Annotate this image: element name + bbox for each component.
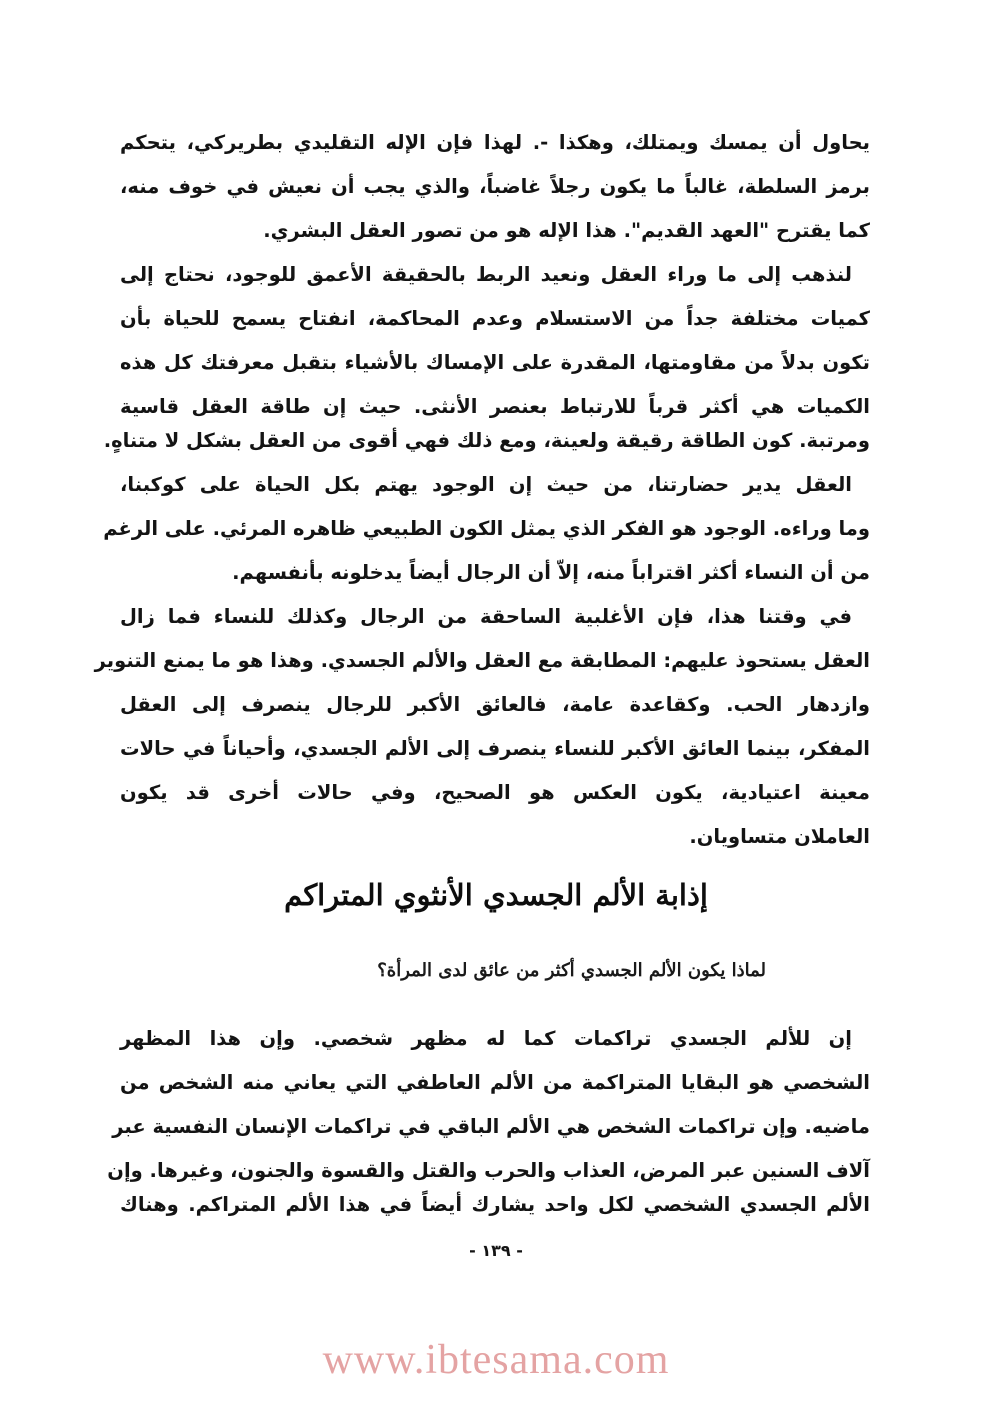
paragraph-line: الكميات هي أكثر قرباً للارتباط بعنصر الأنثى. حيث إن طاقة العقل قاسية [120,395,870,418]
paragraph-line: ومرتبة. كون الطاقة رقيقة ولعينة، ومع ذلك فهي أقوى من العقل بشكل لا متناهٍ. [103,429,870,452]
paragraph-line: وازدهار الحب. وكقاعدة عامة، فالعائق الأكبر للرجال ينصرف إلى العقل [120,693,870,716]
paragraph-line: كما يقترح "العهد القديم". هذا الإله هو من تصور العقل البشري. [263,219,870,242]
paragraph-line: الشخصي هو البقايا المتراكمة من الألم العاطفي التي يعاني منه الشخص من [120,1071,870,1094]
paragraph-line: المفكر، بينما العائق الأكبر للنساء ينصرف إلى الألم الجسدي، وأحياناً في حالات [120,737,870,760]
paragraph-line: إن للألم الجسدي تراكمات كما له مظهر شخصي. وإن هذا المظهر [120,1027,852,1050]
paragraph-line: الألم الجسدي الشخصي لكل واحد يشارك أيضاً في هذا الألم المتراكم. وهناك [120,1193,870,1216]
section-heading: إذابة الألم الجسدي الأنثوي المتراكم [284,878,708,912]
paragraph-line: العاملان متساويان. [689,825,870,848]
paragraph-line: برمز السلطة، غالباً ما يكون رجلاً غاضباً، والذي يجب أن نعيش في خوف منه، [120,175,870,198]
paragraph-line: في وقتنا هذا، فإن الأغلبية الساحقة من الرجال وكذلك للنساء فما زال [120,605,852,628]
paragraph-line: العقل يدير حضارتنا، من حيث إن الوجود يهتم بكل الحياة على كوكبنا، [120,473,852,496]
paragraph-line: ماضيه. وإن تراكمات الشخص هي الألم الباقي في تراكمات الإنسان النفسية عبر [112,1115,870,1138]
paragraph-line: يحاول أن يمسك ويمتلك، وهكذا -. لهذا فإن الإله التقليدي بطريركي، يتحكم [120,131,870,154]
paragraph-line: العقل يستحوذ عليهم: المطابقة مع العقل والألم الجسدي. وهذا هو ما يمنع التنوير [94,649,870,672]
watermark: www.ibtesama.com [322,1337,670,1383]
paragraph-line: تكون بدلاً من مقاومتها، المقدرة على الإمساك بالأشياء بتقبل معرفتك كل هذه [120,351,870,374]
section-subheading: لماذا يكون الألم الجسدي أكثر من عائق لدى المرأة؟ [377,960,766,981]
paragraph-line: كميات مختلفة جداً من الاستسلام وعدم المحاكمة، انفتاح يسمح للحياة بأن [120,307,870,330]
paragraph-line: لنذهب إلى ما وراء العقل ونعيد الربط بالحقيقة الأعمق للوجود، نحتاج إلى [120,263,852,286]
paragraph-line: من أن النساء أكثر اقتراباً منه، إلاّ أن الرجال أيضاً يدخلونه بأنفسهم. [232,561,870,584]
paragraph-line: معينة اعتيادية، يكون العكس هو الصحيح، وفي حالات أخرى قد يكون [120,781,870,804]
page-number: - ١٣٩ - [469,1241,523,1260]
paragraph-line: آلاف السنين عبر المرض، العذاب والحرب والقتل والقسوة والجنون، وغيرها. وإن [107,1159,870,1182]
paragraph-line: وما وراءه. الوجود هو الفكر الذي يمثل الكون الطبيعي ظاهره المرئي. على الرغم [103,517,870,540]
